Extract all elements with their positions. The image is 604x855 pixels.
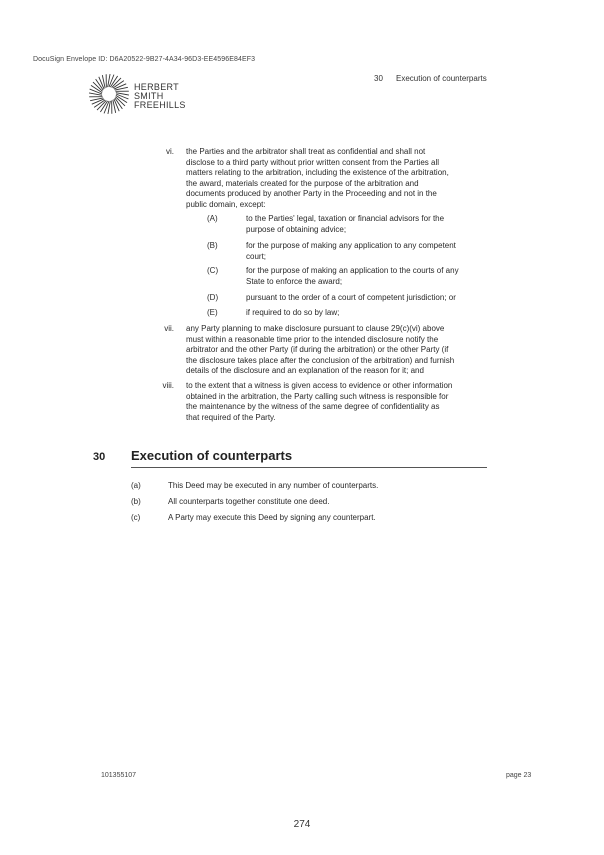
subclause-number: (B) [207,241,218,250]
subclause-d-text: pursuant to the order of a court of competent jurisdiction; or [246,293,456,302]
subclause-number: (A) [207,214,218,223]
clause-number: vii. [164,324,174,333]
section-number: 30 [93,451,106,463]
page-number: 274 [293,819,311,830]
subclause-number: (E) [207,308,218,317]
subclause-c-text: for the purpose of making an application to the courts of any State to enforce the award; [246,266,459,286]
item-text: A Party may execute this Deed by signing any counterpart. [168,513,376,522]
item-number: (a) [131,481,141,490]
section-divider [131,467,487,468]
subclause-number: (C) [207,266,219,275]
subclause-a-text: to the Parties' legal, taxation or financial advisors for the purpose of obtaining advice; [246,214,445,234]
item-number: (b) [131,497,141,506]
subclause-e-text: if required to do so by law; [246,308,340,317]
clause-vi-text: the Parties and the arbitrator shall treat as confidential and shall not disclose to a third party without prior written consent from the Parties all matters relating to the arbitration, including the existence of the arbitration, the award, materials created for the purpose of the arbitration and documents produced by another Party in the Proceeding and not in the public domain, except: [186,147,449,209]
herbert-smith-freehills-logo-icon [88,73,130,115]
item-text: All counterparts together constitute one deed. [168,497,330,506]
clause-vii-text: any Party planning to make disclosure pursuant to clause 29(c)(vi) above must within a reasonable time prior to the intended disclosure notify the arbitrator and the other Party (if during the arbitration) or the other Party (if the disclosure takes place after the conclusion of the arbitration) and furnish details of the disclosure and an explanation of the reason for it; and [186,324,455,375]
firm-name [134,83,186,110]
logo-line-3: FREEHILLS [134,100,186,110]
running-header-title: Execution of counterparts [396,74,487,83]
clause-number: vi. [166,147,174,156]
page-label: page 23 [506,772,532,779]
clause-number: viii. [162,381,174,390]
clause-viii-text: to the extent that a witness is given access to evidence or other information obtained in the arbitration, the Party calling such witness is responsible for the maintenance by the witness of the same degree of confidentiality as that required of the Party. [186,381,453,422]
docusign-envelope-id: DocuSign Envelope ID: D6A20522-9B27-4A34-96D3-EE4596E84EF3 [33,56,256,63]
subclause-b-text: for the purpose of making any application to any competent court; [246,241,456,261]
running-header-number: 30 [374,74,383,83]
logo-line-1: HERBERT [134,82,179,92]
logo-line-2: SMITH [134,91,164,101]
item-number: (c) [131,513,141,522]
subclause-number: (D) [207,293,219,302]
document-id: 101355107 [101,772,137,779]
section-title: Execution of counterparts [131,448,293,463]
item-text: This Deed may be executed in any number of counterparts. [168,481,379,490]
